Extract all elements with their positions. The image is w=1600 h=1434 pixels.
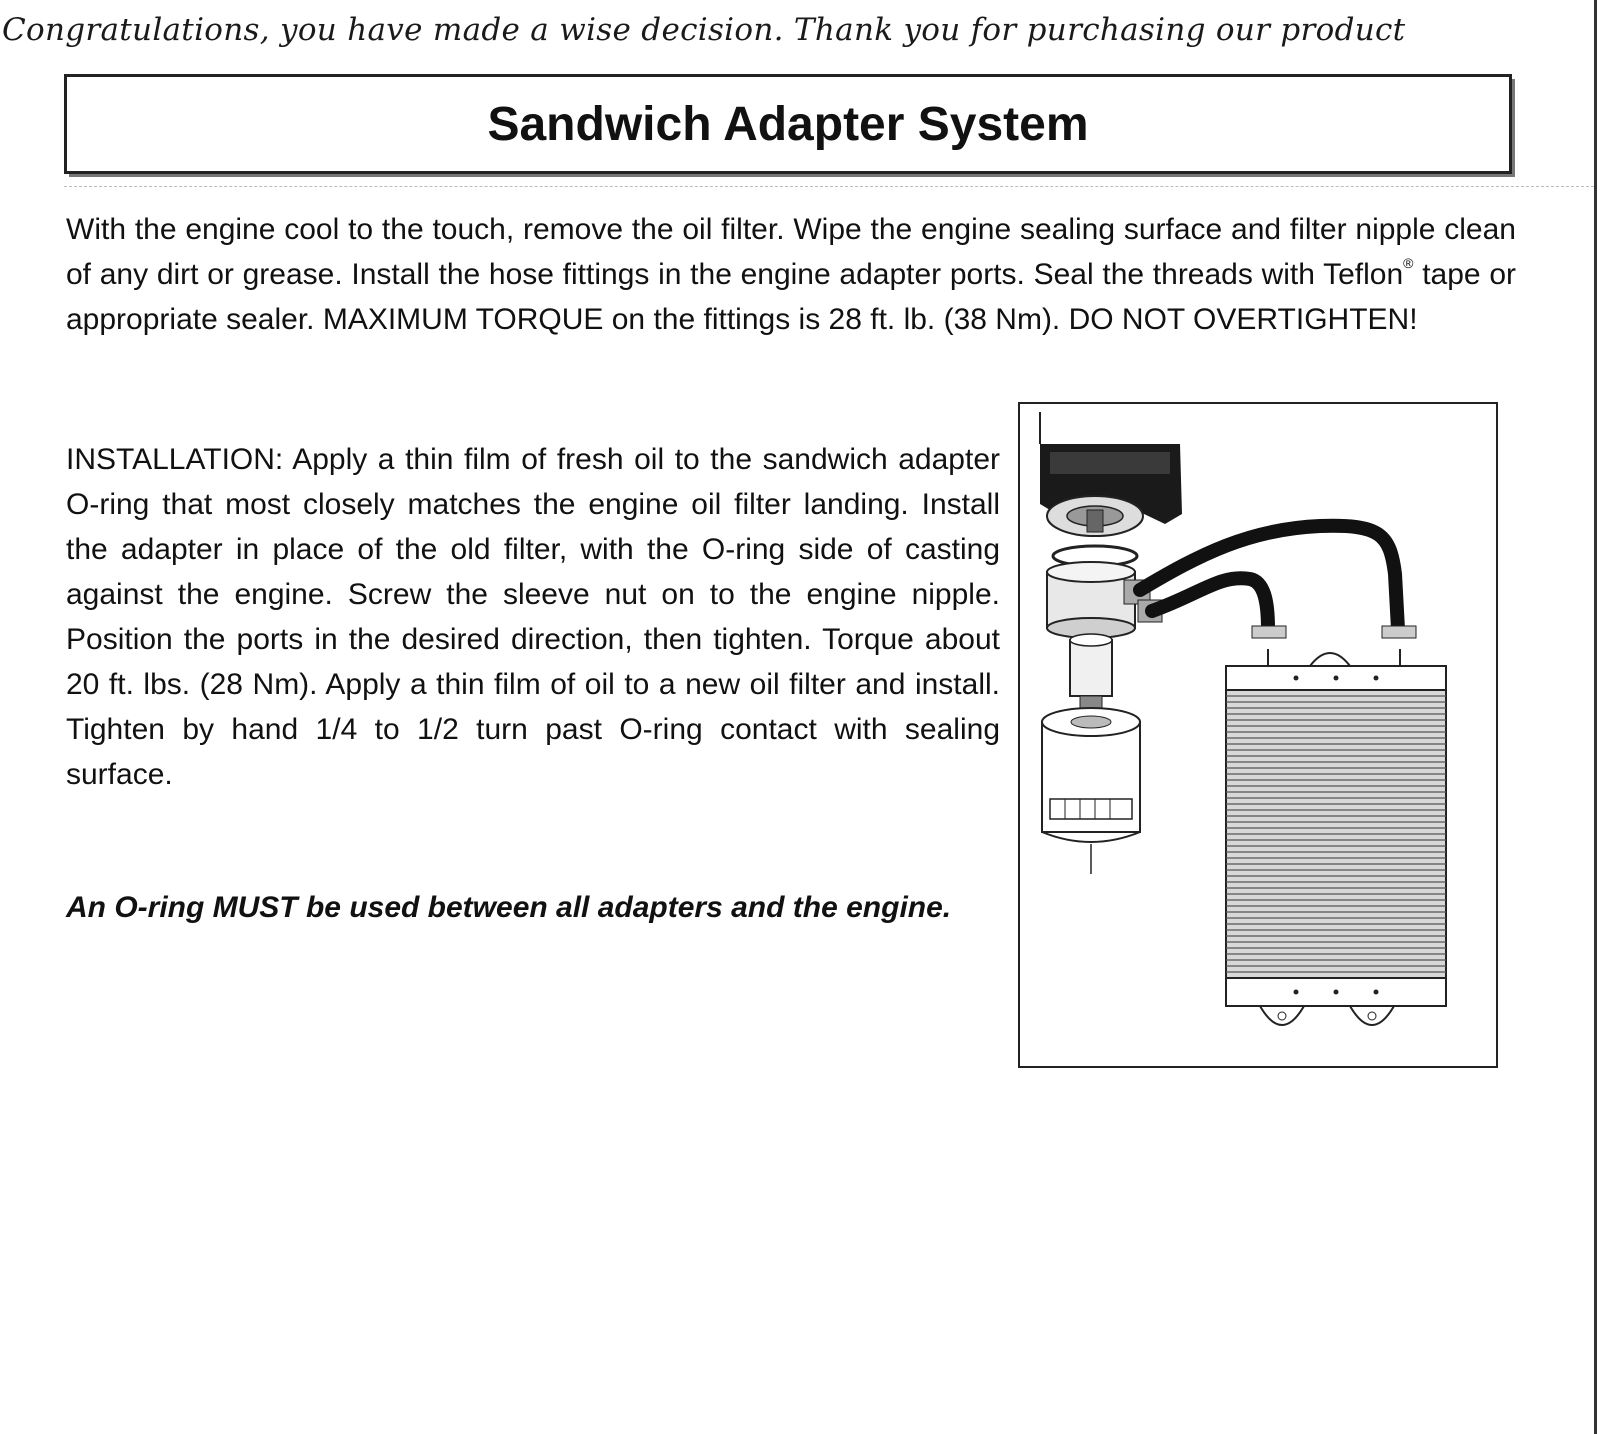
page-title: Sandwich Adapter System [487, 97, 1089, 151]
registered-trademark-mark: ® [1403, 255, 1414, 271]
oil-cooler-diagram-icon [1020, 404, 1496, 1066]
divider [64, 186, 1594, 188]
installation-paragraph: INSTALLATION: Apply a thin film of fresh oil to the sandwich adapter O-ring that most closely matches the engine oil filter landing. Install the adapter in place of the old filter, with the O-ring side of casting against the engine. Screw the sleeve nut on to the engine nipple. Position the ports in the desired direction, then tighten. Torque about 20 ft. lbs. (28 Nm). Apply a thin film of oil to a new oil filter and install. Tighten by hand 1/4 to 1/2 turn past O-ring contact with sealing surface. [66, 443, 1000, 791]
oil-hose-icon [1140, 526, 1398, 629]
intro-paragraph [66, 207, 1516, 342]
sleeve-nut-icon [1070, 634, 1112, 716]
oil-filter-icon [1042, 708, 1140, 874]
page-edge [1594, 0, 1597, 1434]
hose-clamp-icon [1252, 626, 1286, 638]
o-ring-warning: An O-ring MUST be used between all adapters and the engine. [66, 891, 952, 924]
filter-mount-icon [1047, 496, 1143, 536]
oil-cooler-installation-illustration [1018, 402, 1498, 1068]
intro-text-part2: tape or appropriate sealer. MAXIMUM TORQUE on the fittings is 28 ft. lb. (38 Nm). DO NOT OVERTIGHTEN! [66, 258, 1517, 336]
oil-cooler-icon [1226, 649, 1446, 1025]
sandwich-adapter-icon [1047, 562, 1162, 638]
intro-text-part1: With the engine cool to the touch, remove the oil filter. Wipe the engine sealing surface and filter nipple clean of any dirt or grease. Install the hose fittings in the engine adapter ports. Seal the threads with Teflon [66, 213, 1516, 291]
title-box [64, 74, 1512, 174]
hose-clamp-icon [1382, 626, 1416, 638]
header-slogan: Congratulations, you have made a wise decision. Thank you for purchasing our product [2, 12, 1406, 48]
